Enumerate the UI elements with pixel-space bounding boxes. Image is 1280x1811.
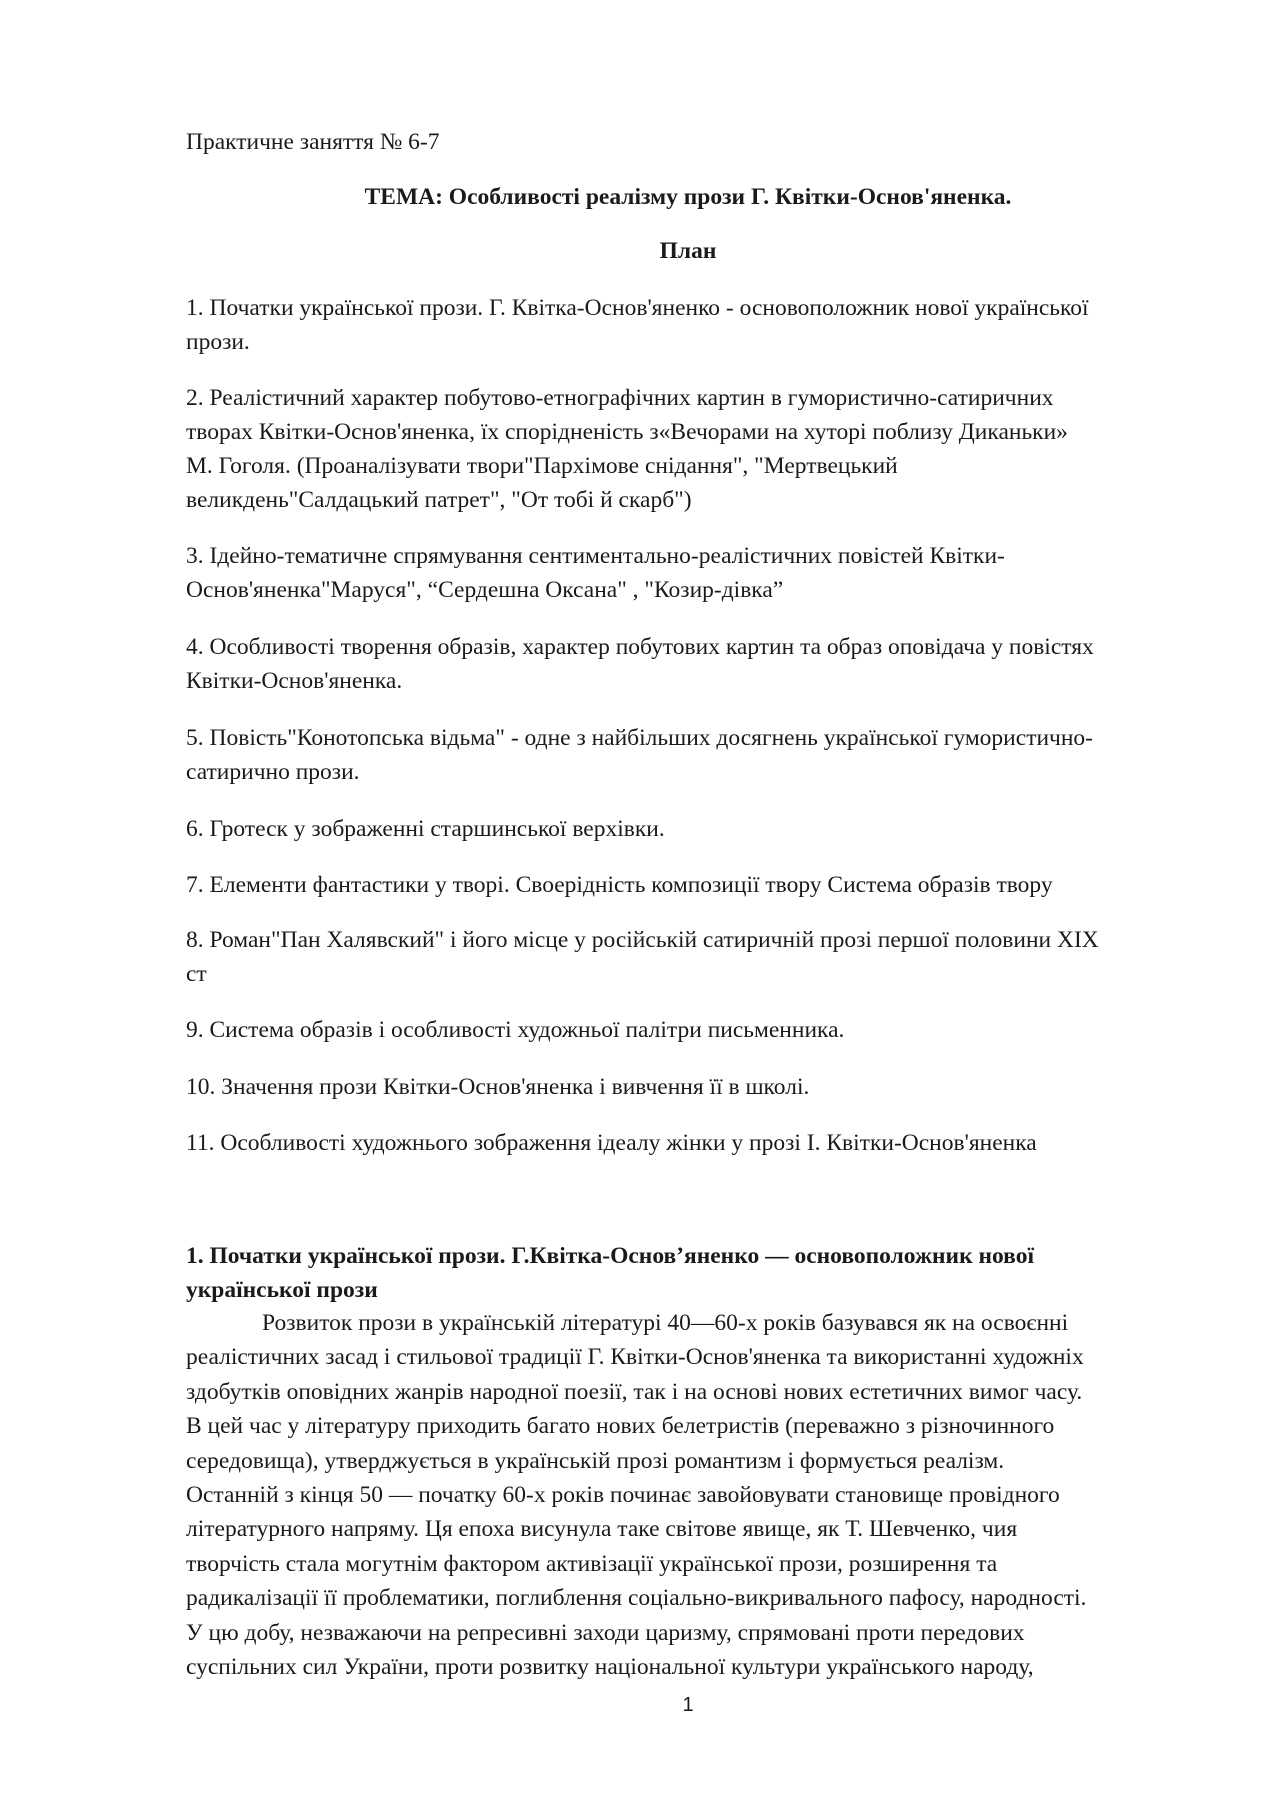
section-heading-line: української прози: [186, 1277, 378, 1303]
plan-item-line: 10. Значення прози Квітки-Основ'яненка і вивчення її в школі.: [186, 1074, 810, 1100]
paragraph-line: творчість стала могутнім фактором активізації української прози, розширення та: [186, 1550, 998, 1577]
paragraph-line: суспільних сил України, проти розвитку національної культури українського народу,: [186, 1654, 1034, 1680]
plan-item-line: прози.: [186, 329, 250, 355]
paragraph-line: Розвиток прози в українській літературі 40—60-х років базувався як на освоєнні: [262, 1310, 1069, 1336]
paragraph-line: реалістичних засад і стильової традиції Г. Квітки-Основ'яненка та використанні художніх: [186, 1344, 1084, 1371]
plan-title: План: [659, 238, 717, 264]
plan-item-line: 8. Роман"Пан Халявский" і його місце у російській сатиричній прозі першої половини ХІХ: [186, 927, 1099, 953]
paragraph-line: здобутків оповідних жанрів народної поезії, так і на основі нових естетичних вимог часу.: [186, 1378, 1083, 1405]
plan-item-line: 6. Гротеск у зображенні старшинської верхівки.: [186, 816, 665, 842]
paragraph-line: літературного напряму. Ця епоха висунула таке світове явище, як Т. Шевченко, чия: [186, 1516, 1018, 1543]
plan-item-line: 7. Елементи фантастики у творі. Своерідність композиції твору Система образів твору: [186, 872, 1053, 898]
plan-item-line: 1. Початки української прози. Г. Квітка-Основ'яненко - основоположник нової української: [186, 295, 1089, 321]
plan-item-line: 4. Особливості творення образів, характер побутових картин та образ оповідача у повістях: [186, 634, 1094, 660]
paragraph-line: середовища), утверджується в українській прозі романтизм і формується реалізм.: [186, 1447, 1005, 1474]
page-number: 1: [682, 1694, 694, 1716]
plan-item-line: ст: [186, 961, 207, 987]
plan-item-line: Основ'яненка"Маруся", “Сердешна Оксана" , "Козир-дівка”: [186, 577, 784, 603]
paragraph-line: У цю добу, незважаючи на репресивні заходи царизму, спрямовані проти передових: [186, 1619, 1025, 1646]
paragraph-line: радикалізації її проблематики, поглиблення соціально-викривального пафосу, народності.: [186, 1585, 1087, 1612]
plan-item-line: сатирично прози.: [186, 759, 360, 785]
plan-item-line: 3. Ідейно-тематичне спрямування сентиментально-реалістичних повістей Квітки-: [186, 543, 1005, 569]
paragraph-line: В цей час у літературу приходить багато нових белетристів (переважно з різночинного: [186, 1413, 1055, 1440]
paragraph-line: Останній з кінця 50 — початку 60-х років починає завойовувати становище провідного: [186, 1482, 1060, 1508]
lesson-label: Практичне заняття № 6-7: [186, 129, 440, 155]
plan-item-line: Квітки-Основ'яненка.: [186, 668, 403, 694]
plan-item-line: М. Гоголя. (Проаналізувати твори"Пархімове снідання", "Мертвецький: [186, 453, 898, 479]
plan-item-line: 5. Повість"Конотопська відьма" - одне з найбільших досягнень української гумористично-: [186, 725, 1094, 751]
plan-item-line: великдень"Салдацький патрет", "От тобі й скарб"): [186, 487, 692, 513]
plan-item-line: творах Квітки-Основ'яненка, їх спорідненість з«Вечорами на хуторі поблизу Диканьки»: [186, 419, 1068, 445]
plan-item-line: 2. Реалістичний характер побутово-етнографічних картин в гумористично-сатиричних: [186, 385, 1054, 411]
section-heading-line: 1. Початки української прози. Г.Квітка-Основ’яненко — основоположник нової: [186, 1243, 1034, 1269]
plan-item-line: 9. Система образів і особливості художньої палітри письменника.: [186, 1017, 845, 1043]
plan-item-line: 11. Особливості художнього зображення ідеалу жінки у прозі І. Квітки-Основ'яненка: [186, 1130, 1037, 1156]
topic-title: ТЕМА: Особливості реалізму прози Г. Квітки-Основ'яненка.: [364, 184, 1012, 210]
